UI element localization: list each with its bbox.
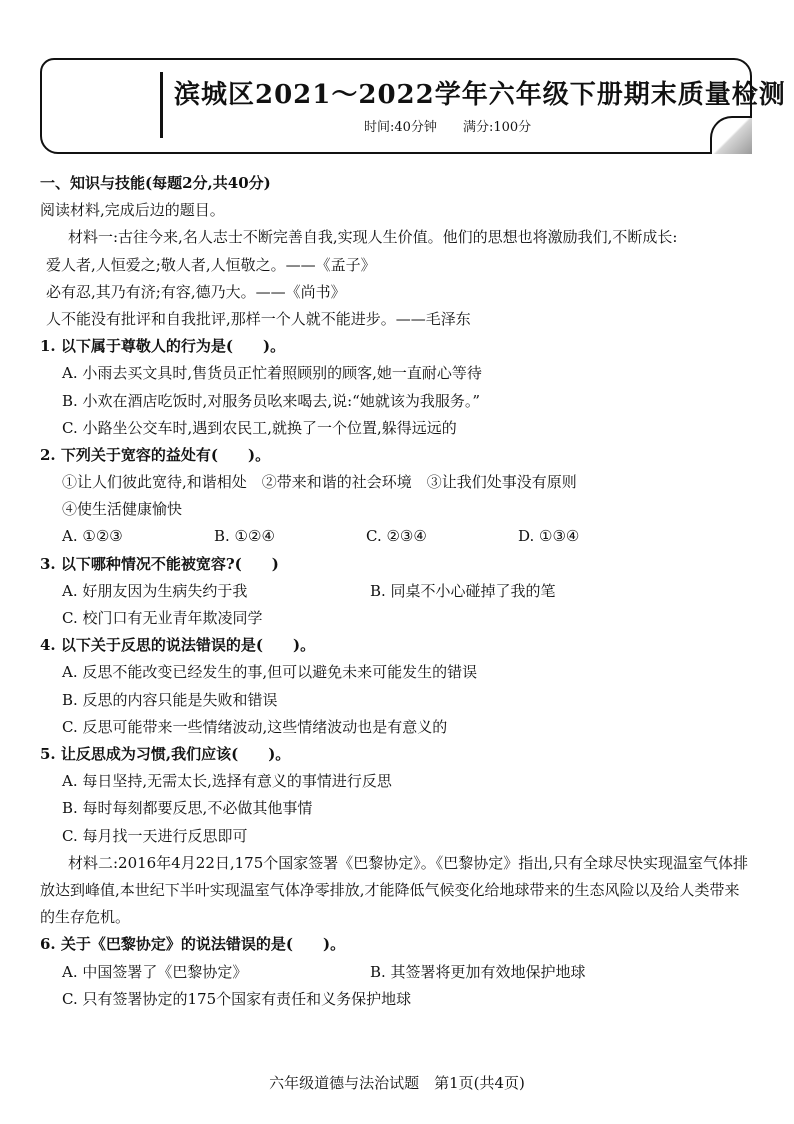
instruction: 阅读材料,完成后边的题目。	[40, 201, 225, 220]
question-4-option-c: C. 反思可能带来一些情绪波动,这些情绪波动也是有意义的	[62, 717, 448, 736]
page-title: 滨城区2021～2022学年六年级下册期末质量检测	[174, 80, 786, 110]
page-footer: 六年级道德与法治试题 第1页(共4页)	[269, 1074, 525, 1092]
question-2-option-d: D. ①③④	[518, 527, 580, 546]
banner-divider	[160, 72, 163, 138]
question-3-option-c: C. 校门口有无业青年欺凌同学	[62, 609, 263, 628]
question-3-option-a: A. 好朋友因为生病失约于我	[62, 581, 248, 600]
question-6-option-b: B. 其签署将更加有效地保护地球	[370, 962, 586, 981]
question-3-stem: 3. 以下哪种情况不能被宽容?( )	[40, 554, 279, 573]
quote-shangshu: 必有忍,其乃有济;有容,德乃大。——《尚书》	[46, 282, 346, 301]
material-one: 材料一:古往今来,名人志士不断完善自我,实现人生价值。他们的思想也将激励我们,不断成长:	[68, 228, 678, 247]
question-4-option-a: A. 反思不能改变已经发生的事,但可以避免未来可能发生的错误	[62, 663, 478, 682]
question-3-options-row	[40, 578, 752, 605]
question-2-option-c: C. ②③④	[366, 527, 427, 546]
material-two: 材料二:2016年4月22日,175个国家签署《巴黎协定》。《巴黎协定》指出,只有全球尽快实现温室气体排放达到峰值,本世纪下半叶实现温室气体净零排放,才能降低气候变化给地球带来的生态风险以及给人类带来的生存危机。	[40, 853, 749, 927]
question-5-option-b: B. 每时每刻都要反思,不必做其他事情	[62, 799, 313, 818]
question-1-option-a: A. 小雨去买文具时,售货员正忙着照顾别的顾客,她一直耐心等待	[62, 364, 482, 383]
question-1-option-c: C. 小路坐公交车时,遇到农民工,就换了一个位置,躲得远远的	[62, 418, 457, 437]
page-curl-decoration	[710, 116, 752, 154]
exam-score: 满分:100分	[462, 120, 532, 135]
question-2-option-a: A. ①②③	[62, 527, 123, 546]
question-6-option-c: C. 只有签署协定的175个国家有责任和义务保护地球	[62, 989, 412, 1008]
question-2-items-row1: ①让人们彼此宽待,和谐相处 ②带来和谐的社会环境 ③让我们处事没有原则	[62, 473, 577, 492]
question-2-options	[40, 523, 752, 550]
question-6-option-a: A. 中国签署了《巴黎协定》	[62, 962, 248, 981]
question-2-stem: 2. 下列关于宽容的益处有( )。	[40, 445, 271, 464]
title-banner	[40, 58, 786, 154]
question-3-option-b: B. 同桌不小心碰掉了我的笔	[370, 581, 556, 600]
question-1-option-b: B. 小欢在酒店吃饭时,对服务员吆来喝去,说:“她就该为我服务。”	[62, 391, 480, 410]
exam-time: 时间:40分钟	[364, 120, 437, 135]
question-1-stem: 1. 以下属于尊敬人的行为是( )。	[40, 337, 286, 356]
question-5-stem: 5. 让反思成为习惯,我们应该( )。	[40, 744, 291, 763]
question-2-option-b: B. ①②④	[214, 527, 275, 546]
question-4-stem: 4. 以下关于反思的说法错误的是( )。	[40, 636, 316, 655]
section-heading: 一、知识与技能(每题2分,共40分)	[40, 174, 271, 192]
question-6-stem: 6. 关于《巴黎协定》的说法错误的是( )。	[40, 935, 346, 954]
question-6-options-row	[40, 959, 752, 986]
quote-mao: 人不能没有批评和自我批评,那样一个人就不能进步。——毛泽东	[46, 309, 471, 328]
question-5-option-a: A. 每日坚持,无需太长,选择有意义的事情进行反思	[62, 772, 392, 791]
question-5-option-c: C. 每月找一天进行反思即可	[62, 826, 248, 845]
question-4-option-b: B. 反思的内容只能是失败和错误	[62, 690, 278, 709]
quote-mencius: 爱人者,人恒爱之;敬人者,人恒敬之。——《孟子》	[46, 255, 376, 274]
exam-content	[40, 170, 752, 1013]
exam-meta	[364, 116, 531, 135]
question-2-items-row2: ④使生活健康愉快	[62, 500, 183, 519]
